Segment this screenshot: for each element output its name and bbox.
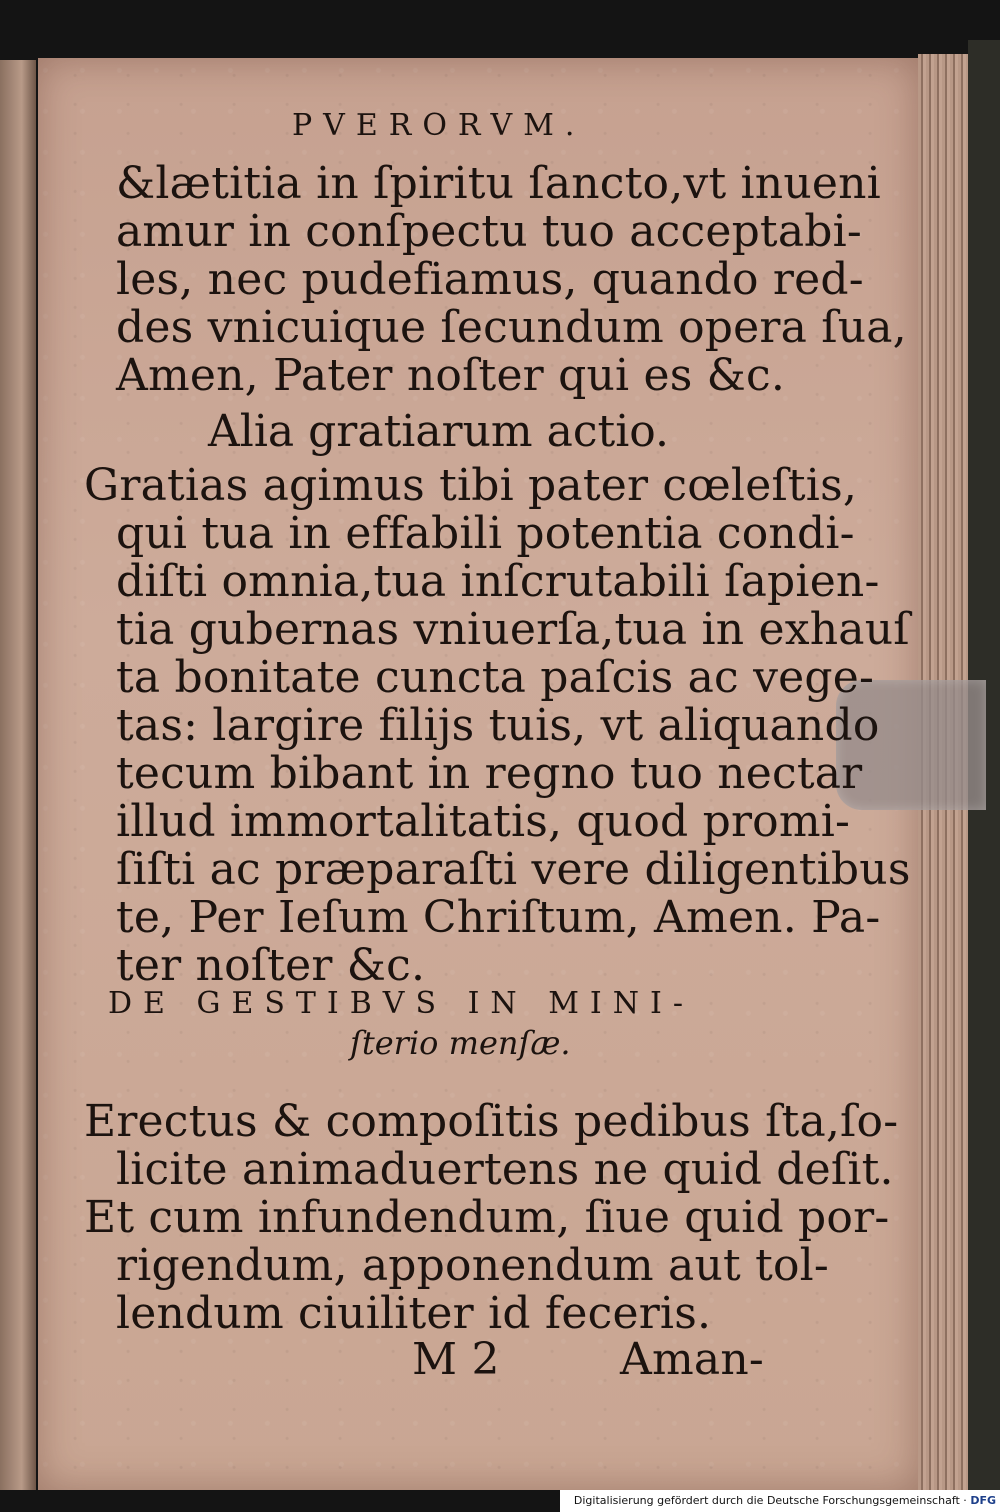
text-line: licite animaduertens ne quid deſit. (116, 1144, 894, 1195)
text-line: lendum ciuiliter id feceris. (116, 1288, 712, 1339)
text-line: ter noſter &c. (116, 940, 426, 991)
signature-mark: M 2 (412, 1334, 500, 1385)
text-line: amur in conſpectu tuo acceptabi- (116, 206, 862, 257)
text-line: te, Per Ieſum Chriſtum, Amen. Pa- (116, 892, 881, 943)
text-line: rigendum, apponendum aut tol- (116, 1240, 829, 1291)
text-line: diſti omnia,tua inſcrutabili ſapien- (116, 556, 880, 607)
text-line: &lætitia in ſpiritu ſancto,vt inueni (116, 158, 881, 209)
gestures-heading-italic: ſterio menſæ. (350, 1024, 571, 1062)
text-line: Amen, Pater noſter qui es &c. (116, 350, 786, 401)
facing-page-edge (0, 60, 36, 1490)
section-heading: Alia gratiarum actio. (208, 406, 669, 457)
catchword: Aman- (620, 1334, 764, 1385)
text-line: illud immortalitatis, quod promi- (116, 796, 851, 847)
text-line: tas: largire filijs tuis, vt aliquando (116, 700, 880, 751)
text-line: Gratias agimus tibi pater cœleſtis, (84, 460, 858, 511)
digitization-footer (560, 1490, 1000, 1512)
running-title: PVERORVM. (292, 108, 586, 143)
text-line: tia gubernas vniuerſa,tua in exhauſ (116, 604, 910, 655)
footer-text: Digitalisierung gefördert durch die Deutsche Forschungsgemeinschaft · (573, 1494, 967, 1507)
text-line: Erectus & compoſitis pedibus ſta,ſo- (84, 1096, 899, 1147)
text-line: des vnicuique ſecundum opera ſua, (116, 302, 907, 353)
dfg-logo: DFG (970, 1494, 996, 1507)
text-line: ta bonitate cuncta paſcis ac vege- (116, 652, 875, 703)
text-line: les, nec pudefiamus, quando red- (116, 254, 864, 305)
text-line: qui tua in effabili potentia condi- (116, 508, 855, 559)
text-line: ſiſti ac præparaſti vere diligentibus (116, 844, 911, 895)
text-line: Et cum infundendum, ſiue quid por- (84, 1192, 890, 1243)
text-line: tecum bibant in regno tuo nectar (116, 748, 863, 799)
gestures-heading: DE GESTIBVS IN MINI- (108, 986, 695, 1021)
